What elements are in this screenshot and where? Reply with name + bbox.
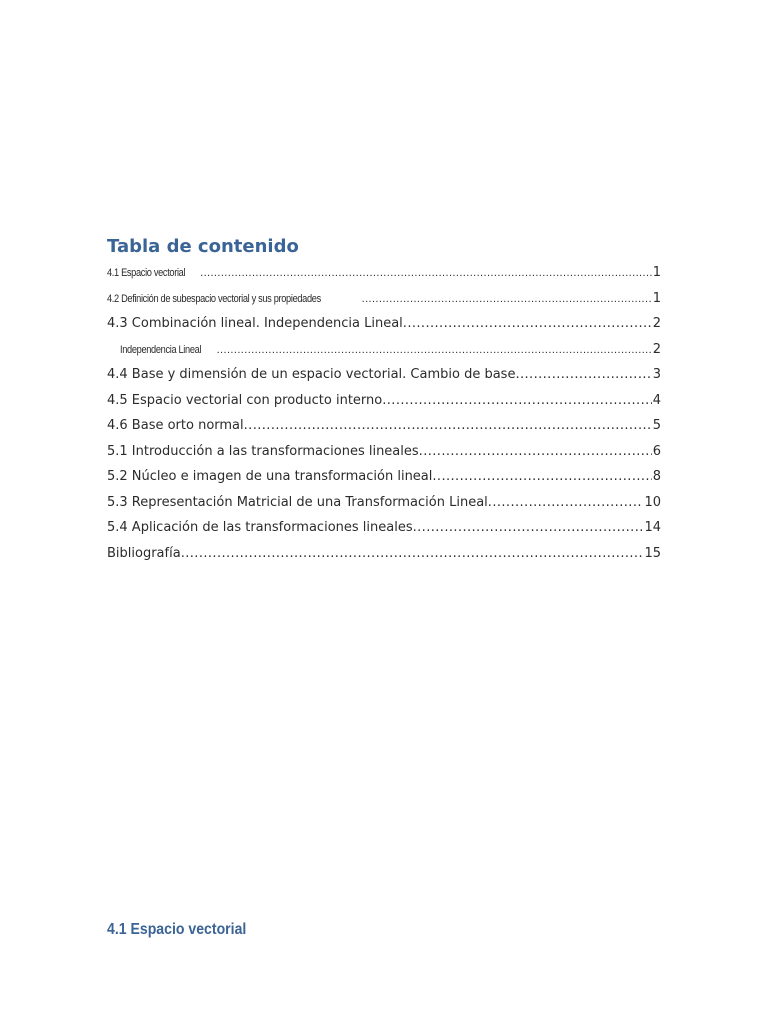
toc-dot-leader [244, 415, 652, 437]
toc-dot-leader [217, 339, 652, 361]
toc-dot-leader [362, 288, 652, 310]
toc-entry-text: 4.6 Base orto normal [107, 418, 244, 433]
toc-entry[interactable] [107, 441, 661, 467]
toc-page-number: 14 [644, 520, 661, 535]
toc-entry-text: 4.2 Definición de subespacio vectorial y sus propiedades [107, 292, 321, 305]
toc-dot-leader [419, 441, 652, 463]
toc-entry[interactable] [107, 492, 661, 518]
toc-entry-text: 4.4 Base y dimensión de un espacio vectorial. Cambio de base [107, 367, 516, 382]
toc-dot-leader [181, 543, 644, 565]
toc-page-number: 4 [652, 392, 661, 408]
toc-page-number: 2 [652, 341, 661, 357]
toc-dot-leader [403, 313, 652, 335]
toc-page-number: 5 [652, 418, 661, 433]
toc-page-number: 8 [652, 469, 661, 484]
toc-entry-text: Bibliografía [107, 545, 181, 561]
toc-entry[interactable] [107, 517, 661, 543]
toc-entry[interactable] [107, 262, 661, 288]
toc-entry[interactable] [107, 415, 661, 441]
toc-entry-text: 4.1 Espacio vectorial [107, 267, 186, 279]
toc-entry-text: 4.3 Combinación lineal. Independencia Lineal [107, 316, 403, 331]
toc-page-number: 15 [644, 545, 661, 561]
toc-page-number: 3 [652, 367, 661, 382]
toc-entry[interactable] [107, 466, 661, 492]
toc-page-number: 2 [652, 316, 661, 331]
toc-entry-text: 4.5 Espacio vectorial con producto interno [107, 392, 383, 408]
toc-page-number: 1 [652, 265, 661, 280]
toc-page-number: 1 [652, 290, 661, 306]
toc-dot-leader [413, 517, 644, 539]
toc-dot-leader [200, 262, 652, 284]
toc-dot-leader [432, 466, 651, 488]
toc-dot-leader [382, 390, 651, 412]
toc-dot-leader [515, 364, 651, 386]
toc-entry-text: Independencia Lineal [120, 343, 202, 356]
toc-page-number: 6 [652, 443, 661, 459]
toc-entry-text: 5.1 Introducción a las transformaciones lineales [107, 443, 419, 459]
toc-entry[interactable] [107, 288, 661, 314]
toc-page-number: 10 [644, 494, 661, 510]
toc-dot-leader [488, 492, 644, 514]
toc-entry-text: 5.3 Representación Matricial de una Transformación Lineal [107, 494, 488, 510]
toc-entry[interactable] [107, 364, 661, 390]
toc-entry[interactable] [107, 390, 661, 416]
toc-entry-text: 5.4 Aplicación de las transformaciones lineales [107, 520, 413, 535]
toc-title: Tabla de contenido [107, 236, 299, 257]
section-heading: 4.1 Espacio vectorial [107, 921, 247, 938]
toc-entry[interactable] [107, 543, 661, 569]
toc-entry[interactable] [107, 313, 661, 339]
toc-entry[interactable] [107, 339, 661, 365]
toc-entry-text: 5.2 Núcleo e imagen de una transformación lineal [107, 469, 433, 484]
table-of-contents [107, 262, 661, 568]
